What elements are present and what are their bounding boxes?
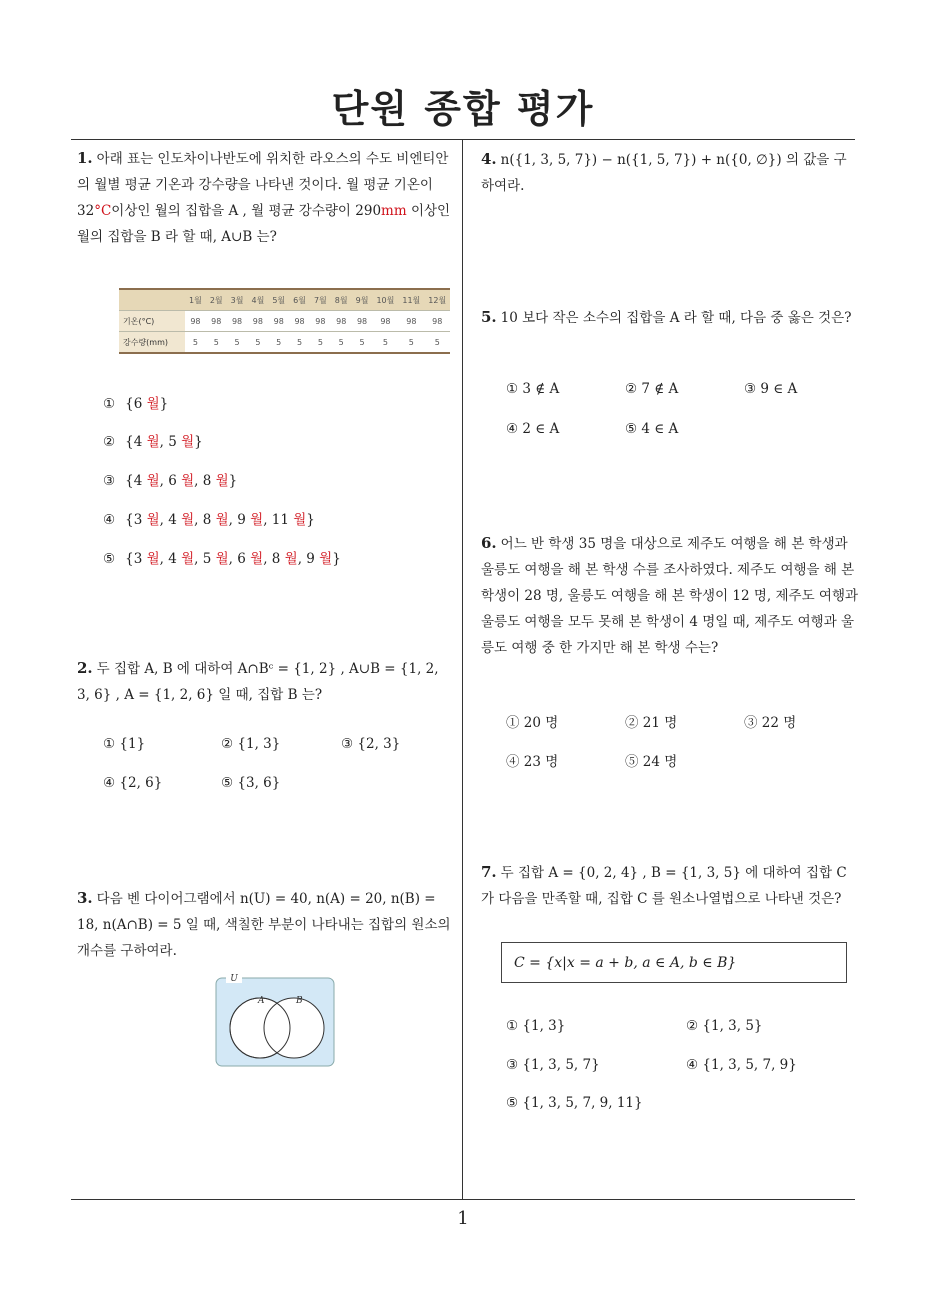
question-6 bbox=[481, 530, 859, 661]
question-7 bbox=[481, 859, 859, 912]
u-label: U bbox=[230, 974, 238, 984]
option-text: } bbox=[194, 434, 203, 450]
table-rainfall-cell: 5 bbox=[424, 332, 450, 354]
q2-option-3[interactable]: ③ {2, 3} bbox=[341, 736, 401, 752]
option-text: , 9 bbox=[228, 512, 251, 528]
q7-option-2[interactable]: ② {1, 3, 5} bbox=[686, 1018, 763, 1034]
q7-option-4[interactable]: ④ {1, 3, 5, 7, 9} bbox=[686, 1057, 797, 1073]
option-text: , 8 bbox=[194, 473, 216, 489]
table-month-header: 5월 bbox=[268, 289, 289, 311]
q5-option-2[interactable]: ② 7 ∉ A bbox=[625, 381, 679, 397]
question-5 bbox=[481, 304, 859, 331]
month-unit: 월 bbox=[250, 512, 264, 528]
q2-option-2[interactable]: ② {1, 3} bbox=[221, 736, 281, 752]
option-marker: ③ bbox=[103, 473, 116, 489]
table-temperature-cell: 98 bbox=[398, 311, 424, 332]
option-text: } bbox=[159, 396, 169, 412]
page-title: 단원 종합 평가 bbox=[331, 87, 595, 131]
climate-table bbox=[119, 288, 450, 354]
question-3-text: 다음 벤 다이어그램에서 n(U) = 40, n(A) = 20, n(B) = 18, n(A∩B) = 5 일 때, 색칠한 부분이 나타내는 집합의 원소의 개수를 구하여라. bbox=[77, 891, 451, 959]
option-text: } bbox=[332, 551, 341, 567]
table-month-header: 11월 bbox=[398, 289, 424, 311]
top-divider bbox=[71, 139, 855, 140]
q7-option-1[interactable]: ① {1, 3} bbox=[506, 1018, 566, 1034]
option-text: , 5 bbox=[194, 551, 216, 567]
option-text: , 4 bbox=[159, 512, 182, 528]
q6-option-4[interactable]: ④ 23 명 bbox=[506, 754, 559, 770]
row-label-temperature: 기온(°C) bbox=[119, 311, 185, 332]
option-marker: ⑤ bbox=[103, 551, 116, 567]
question-1 bbox=[77, 145, 455, 250]
table-temperature-cell: 98 bbox=[372, 311, 398, 332]
month-unit: 월 bbox=[181, 512, 195, 528]
table-temperature-cell: 98 bbox=[185, 311, 206, 332]
table-rainfall-cell: 5 bbox=[206, 332, 227, 354]
unit-celsius: °C bbox=[94, 203, 112, 219]
month-unit: 월 bbox=[146, 551, 160, 567]
q7-option-3[interactable]: ③ {1, 3, 5, 7} bbox=[506, 1057, 600, 1073]
month-unit: 월 bbox=[215, 512, 229, 528]
set-b-circle bbox=[264, 998, 324, 1058]
table-rainfall-cell: 5 bbox=[398, 332, 424, 354]
row-label-rainfall: 강수량(mm) bbox=[119, 332, 185, 354]
option-text: } bbox=[228, 473, 238, 489]
table-rainfall-cell: 5 bbox=[310, 332, 331, 354]
option-text: , 6 bbox=[228, 551, 251, 567]
q5-option-4[interactable]: ④ 2 ∈ A bbox=[506, 421, 560, 437]
q1-option-5[interactable] bbox=[103, 547, 341, 567]
month-unit: 월 bbox=[146, 473, 160, 489]
question-1-text-b: 이상인 월의 집합을 A , 월 평균 강수량이 290 bbox=[111, 203, 382, 219]
month-unit: 월 bbox=[146, 396, 160, 412]
option-text: , 5 bbox=[159, 434, 182, 450]
option-text: {4 bbox=[125, 434, 147, 450]
table-rainfall-cell: 5 bbox=[352, 332, 373, 354]
option-text: , 8 bbox=[194, 512, 216, 528]
table-temperature-cell: 98 bbox=[424, 311, 450, 332]
table-rainfall-cell: 5 bbox=[268, 332, 289, 354]
q6-option-3[interactable]: ③ 22 명 bbox=[744, 715, 797, 731]
question-1-text-a: 아래 표는 인도차이나반도에 위치한 라오스의 수도 비엔티안의 월별 평균 기온과 강수량을 나타낸 것이다. 월 평균 기온이 32 bbox=[77, 151, 449, 219]
option-text: {3 bbox=[125, 551, 147, 567]
option-text: , 8 bbox=[263, 551, 285, 567]
b-label: B bbox=[296, 996, 303, 1006]
q7-option-5[interactable]: ⑤ {1, 3, 5, 7, 9, 11} bbox=[506, 1095, 643, 1111]
table-month-header: 2월 bbox=[206, 289, 227, 311]
q5-option-3[interactable]: ③ 9 ∈ A bbox=[744, 381, 798, 397]
table-month-header: 1월 bbox=[185, 289, 206, 311]
month-unit: 월 bbox=[215, 551, 229, 567]
column-divider bbox=[462, 139, 463, 1199]
question-4-text: n({1, 3, 5, 7}) − n({1, 5, 7}) + n({0, ∅}) 의 값을 구하여라. bbox=[481, 152, 847, 194]
month-unit: 월 bbox=[293, 512, 307, 528]
table-temperature-cell: 98 bbox=[331, 311, 352, 332]
table-month-header: 6월 bbox=[289, 289, 310, 311]
a-label: A bbox=[258, 996, 265, 1006]
month-unit: 월 bbox=[146, 434, 160, 450]
month-unit: 월 bbox=[319, 551, 333, 567]
bottom-divider bbox=[71, 1199, 855, 1200]
question-6-text: 어느 반 학생 35 명을 대상으로 제주도 여행을 해 본 학생과 울릉도 여행을 해 본 학생 수를 조사하였다. 제주도 여행을 해 본 학생이 28 명, 울릉도 여행을 해 본 학생이 12 명, 제주도 여행과 울릉도 여행을 모두 못해 본 학생이 4 명일 때, 제주도 여행과 울릉도 여행 중 한 가지만 해 본 학생 수는? bbox=[481, 536, 859, 656]
question-number: 2. bbox=[77, 659, 93, 677]
table-rainfall-cell: 5 bbox=[331, 332, 352, 354]
q1-option-1[interactable] bbox=[103, 392, 168, 412]
question-number: 7. bbox=[481, 863, 497, 881]
question-7-text: 두 집합 A = {0, 2, 4} , B = {1, 3, 5} 에 대하여 집합 C 가 다음을 만족할 때, 집합 C 를 원소나열법으로 나타낸 것은? bbox=[481, 865, 847, 907]
table-temperature-cell: 98 bbox=[227, 311, 248, 332]
q5-option-5[interactable]: ⑤ 4 ∈ A bbox=[625, 421, 679, 437]
month-unit: 월 bbox=[181, 434, 195, 450]
option-text: {4 bbox=[125, 473, 147, 489]
option-marker: ④ bbox=[103, 512, 116, 528]
question-number: 4. bbox=[481, 150, 497, 168]
option-text: , 6 bbox=[159, 473, 182, 489]
question-5-text: 10 보다 작은 소수의 집합을 A 라 할 때, 다음 중 옳은 것은? bbox=[500, 310, 852, 326]
table-month-header: 4월 bbox=[247, 289, 268, 311]
question-number: 6. bbox=[481, 534, 497, 552]
table-month-header: 3월 bbox=[227, 289, 248, 311]
page-number: 1 bbox=[457, 1208, 469, 1229]
option-text: {6 bbox=[125, 396, 147, 412]
q2-option-4[interactable]: ④ {2, 6} bbox=[103, 775, 163, 791]
option-text: , 9 bbox=[297, 551, 320, 567]
q5-option-1[interactable]: ① 3 ∉ A bbox=[506, 381, 560, 397]
question-3 bbox=[77, 885, 455, 964]
table-rainfall-cell: 5 bbox=[289, 332, 310, 354]
option-marker: ② bbox=[103, 434, 116, 450]
month-unit: 월 bbox=[181, 473, 195, 489]
month-unit: 월 bbox=[181, 551, 195, 567]
option-marker: ① bbox=[103, 396, 116, 412]
question-number: 3. bbox=[77, 889, 93, 907]
q6-option-1[interactable]: ① 20 명 bbox=[506, 715, 559, 731]
table-temperature-cell: 98 bbox=[289, 311, 310, 332]
table-rainfall-cell: 5 bbox=[185, 332, 206, 354]
q6-option-2[interactable]: ② 21 명 bbox=[625, 715, 678, 731]
month-unit: 월 bbox=[215, 473, 229, 489]
option-text: } bbox=[306, 512, 315, 528]
table-temperature-cell: 98 bbox=[268, 311, 289, 332]
table-rainfall-cell: 5 bbox=[372, 332, 398, 354]
table-temperature-cell: 98 bbox=[206, 311, 227, 332]
table-month-header: 9월 bbox=[352, 289, 373, 311]
q2-option-1[interactable]: ① {1} bbox=[103, 736, 146, 752]
question-number: 5. bbox=[481, 308, 497, 326]
table-month-header: 12월 bbox=[424, 289, 450, 311]
table-rainfall-cell: 5 bbox=[227, 332, 248, 354]
question-1-text-c: 이상인 월의 집합을 B 라 할 때, A∪B 는? bbox=[77, 203, 451, 245]
question-2-text: 두 집합 A, B 에 대하여 A∩Bᶜ = {1, 2} , A∪B = {1, 2, 3, 6} , A = {1, 2, 6} 일 때, 집합 B 는? bbox=[77, 661, 439, 703]
venn-diagram bbox=[212, 970, 338, 1070]
q1-option-3[interactable] bbox=[103, 469, 237, 489]
question-4 bbox=[481, 146, 859, 199]
month-unit: 월 bbox=[284, 551, 298, 567]
q2-option-5[interactable]: ⑤ {3, 6} bbox=[221, 775, 281, 791]
month-unit: 월 bbox=[250, 551, 264, 567]
question-2 bbox=[77, 655, 455, 708]
option-text: , 4 bbox=[159, 551, 182, 567]
option-text: {3 bbox=[125, 512, 147, 528]
q1-option-2[interactable] bbox=[103, 430, 203, 450]
table-corner bbox=[119, 289, 185, 311]
q1-option-4[interactable] bbox=[103, 508, 315, 528]
option-text: , 11 bbox=[263, 512, 294, 528]
question-number: 1. bbox=[77, 149, 93, 167]
table-rainfall-cell: 5 bbox=[247, 332, 268, 354]
table-month-header: 8월 bbox=[331, 289, 352, 311]
unit-mm: mm bbox=[381, 203, 407, 219]
table-month-header: 7월 bbox=[310, 289, 331, 311]
table-month-header: 10월 bbox=[372, 289, 398, 311]
table-temperature-cell: 98 bbox=[247, 311, 268, 332]
condition-box: C = {x|x = a + b, a ∈ A, b ∈ B} bbox=[501, 942, 847, 983]
table-temperature-cell: 98 bbox=[310, 311, 331, 332]
table-temperature-cell: 98 bbox=[352, 311, 373, 332]
q6-option-5[interactable]: ⑤ 24 명 bbox=[625, 754, 678, 770]
month-unit: 월 bbox=[146, 512, 160, 528]
